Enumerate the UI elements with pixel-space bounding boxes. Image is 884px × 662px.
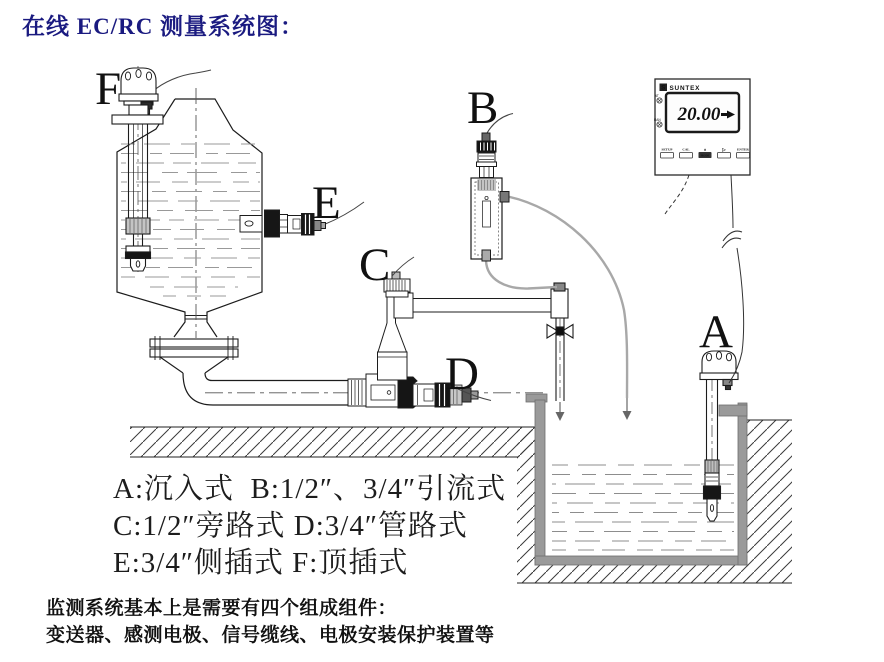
pointer-button-icon: ▷ [722, 147, 726, 152]
cal-button[interactable] [680, 153, 693, 159]
sensor-a [700, 351, 738, 521]
label-f: F [95, 63, 122, 115]
indicator-2-label: RAN [654, 118, 661, 122]
enter-button[interactable] [737, 153, 750, 159]
cable-break-icon [722, 231, 742, 248]
setup-button-label: SETUP [661, 147, 673, 152]
mode-button-label: MODE [700, 154, 710, 158]
legend-line-2: C:1/2″旁路式 D:3/4″管路式 [113, 510, 468, 542]
legend-line-3: E:3/4″侧插式 F:顶插式 [113, 547, 409, 579]
flow-arrow-icon [623, 411, 632, 420]
sensor-f-cable [152, 70, 211, 92]
feed-tube [486, 261, 557, 289]
controller-cable-right [731, 175, 733, 228]
label-b: B [467, 82, 499, 134]
page-title: 在线 EC/RC 测量系统图： [22, 14, 305, 39]
sensor-e [240, 202, 364, 237]
enter-button-label: ENTER [737, 147, 749, 152]
label-c: C [359, 239, 391, 291]
note-line-1: 监测系统基本上是需要有四个组成组件： [46, 598, 398, 619]
sensor-a-bracket [719, 405, 747, 416]
outlet-flange [150, 336, 238, 373]
note-line-2: 变送器、感测电极、信号缆线、电极安装保护装置等 [46, 625, 495, 646]
bottom-port [482, 250, 491, 261]
flow-arrow-icon [556, 412, 565, 421]
indicator-1-label: AT [655, 94, 659, 98]
legend-line-1: A:沉入式 B:1/2″、3/4″引流式 [113, 473, 507, 505]
setup-button[interactable] [661, 153, 674, 159]
controller-cable-left [665, 175, 689, 214]
label-d: D [445, 348, 479, 400]
cal-button-label: CAL [682, 147, 690, 152]
svg-text:S: S [661, 85, 666, 92]
mode-triangle-icon: ▲ [703, 147, 707, 152]
process-vessel [117, 88, 262, 338]
pointer-button[interactable] [718, 153, 731, 159]
side-port [500, 192, 509, 203]
display-value: 20.00 [677, 104, 721, 125]
brand-name: SUNTEX [669, 85, 701, 92]
sensor-b [471, 114, 632, 421]
label-e: E [312, 177, 341, 229]
label-a: A [699, 306, 733, 358]
